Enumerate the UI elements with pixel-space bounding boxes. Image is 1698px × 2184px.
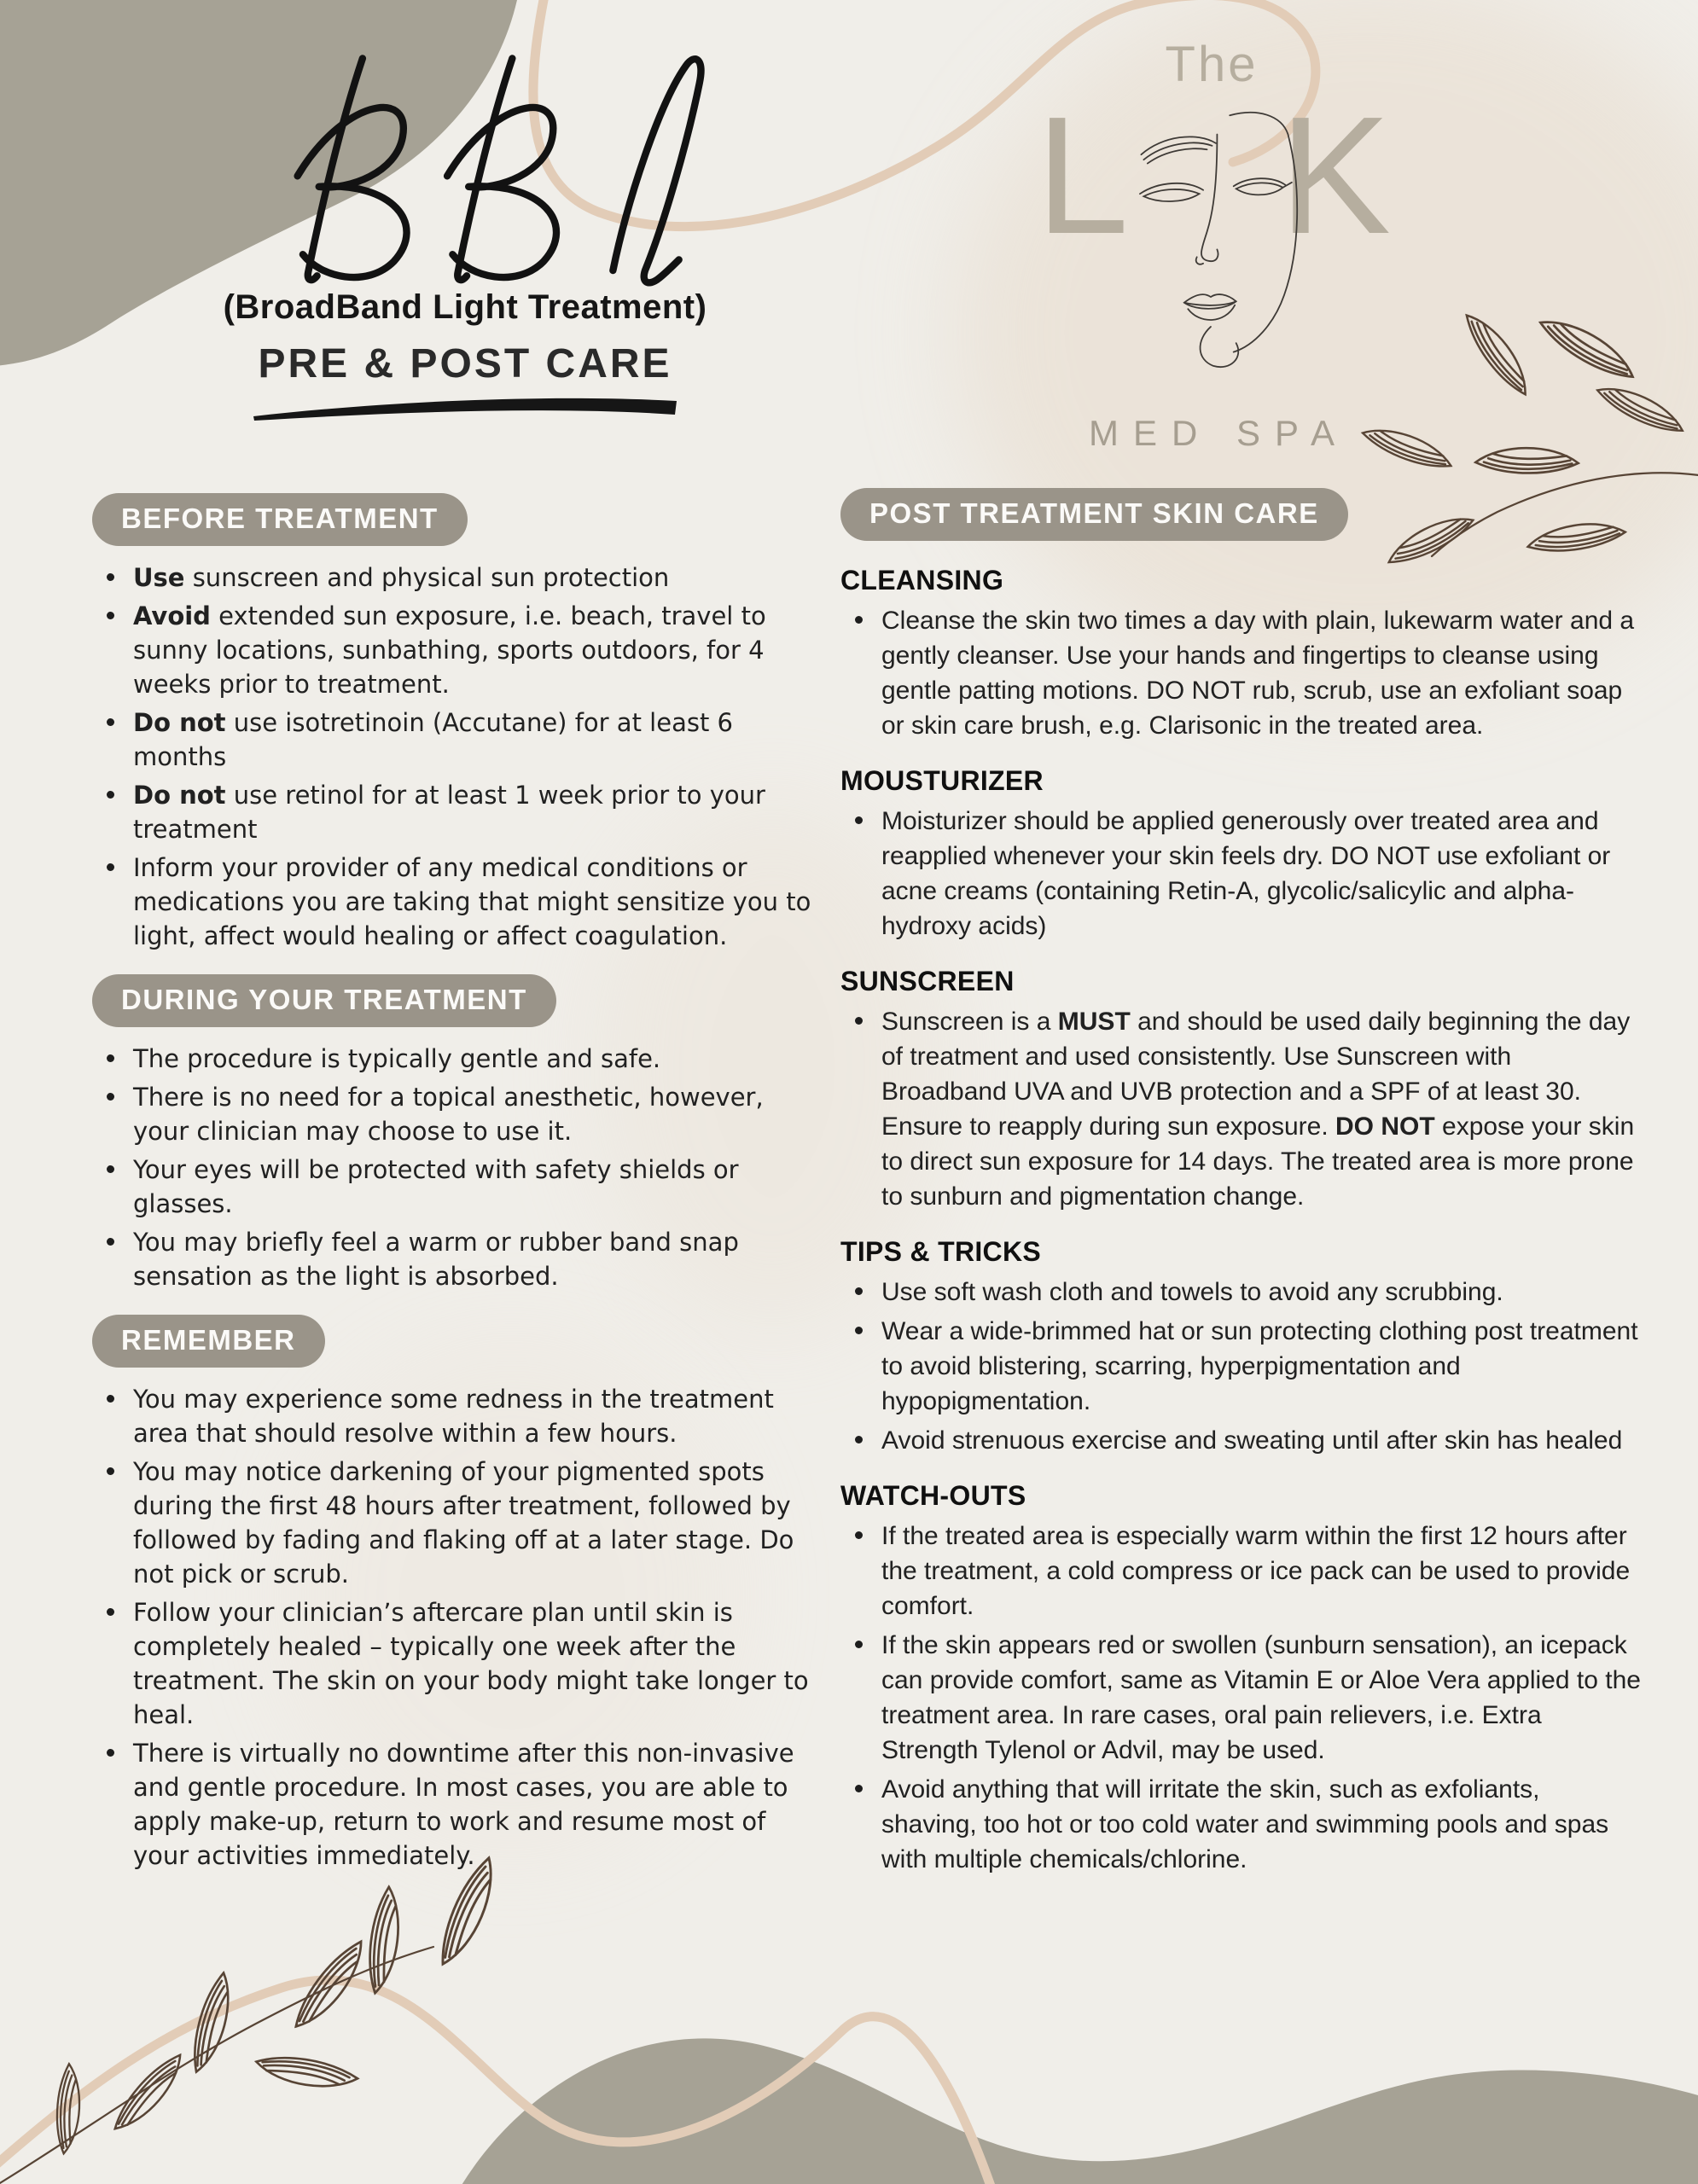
text: If the skin appears red or swollen (sunburn sensation), an icepack can provide comfort, same as Vitamin E or Aloe Vera applied to the treatment area. In rare cases, oral pain relievers, i.e. Extra Strength Tylenol or Advil, may be used. <box>881 1631 1641 1764</box>
bullet-list <box>840 804 1641 944</box>
bullet-list <box>840 1275 1641 1458</box>
group-heading: TIPS & TRICKS <box>840 1236 1042 1267</box>
list-item <box>840 1423 1641 1458</box>
group-heading: SUNSCREEN <box>840 966 1015 996</box>
care-group <box>840 1480 1641 1877</box>
text: expose your skin to direct sun exposure for 14 days. The treated area is more prone to sunburn and pigmentation change. <box>881 1112 1635 1211</box>
bold-text: Do not <box>133 708 226 737</box>
logo-letter-k: K <box>1279 82 1391 269</box>
bold-text: MUST <box>1057 1008 1131 1036</box>
bbl-script-title <box>201 49 730 290</box>
group-heading: MOUSTURIZER <box>840 765 1044 796</box>
group-heading: WATCH-OUTS <box>840 1480 1026 1511</box>
text: The procedure is typically gentle and safe. <box>133 1044 661 1073</box>
logo-letter-l: L <box>1036 82 1130 269</box>
list-item <box>92 1225 819 1293</box>
list-item <box>92 561 819 595</box>
text: Wear a wide-brimmed hat or sun protecting clothing post treatment to avoid blistering, scarring, hyperpigmentation and hypopigmentation. <box>881 1317 1638 1415</box>
care-group <box>840 765 1641 944</box>
text: Sunscreen is a <box>881 1008 1058 1036</box>
logo-word-the: The <box>1165 37 1259 92</box>
text: You may experience some redness in the treatment area that should resolve within a few hours. <box>133 1385 774 1448</box>
bullet-list <box>840 1519 1641 1877</box>
text: Moisturizer should be applied generously over treated area and reapplied whenever your skin feels dry. DO NOT use exfoliant or acne creams (containing Retin-A, glycolic/salicylic and alpha-hydroxy acids) <box>881 807 1611 940</box>
text: There is no need for a topical anesthetic, however, your clinician may choose to use it. <box>133 1083 764 1146</box>
list-item <box>840 1519 1641 1623</box>
face-line-art-icon <box>1089 94 1333 398</box>
list-item <box>92 706 819 774</box>
group-heading: CLEANSING <box>840 565 1004 595</box>
text: There is virtually no downtime after this non-invasive and gentle procedure. In most cases, you are able to apply make-up, return to work and resume most of your activities immediately. <box>133 1739 794 1870</box>
medspa-logo <box>1024 34 1399 529</box>
text: Use soft wash cloth and towels to avoid any scrubbing. <box>881 1278 1503 1306</box>
list-item <box>92 1595 819 1732</box>
page-title: PRE & POST CARE <box>258 341 672 386</box>
list-item <box>840 1772 1641 1877</box>
text: Follow your clinician’s aftercare plan until skin is completely healed – typically one week after the treatment. The skin on your body might take longer to heal. <box>133 1598 809 1729</box>
list-item <box>92 1080 819 1148</box>
list-item <box>840 1004 1641 1214</box>
text: You may notice darkening of your pigmented spots during the first 48 hours after treatment, followed by followed by fading and flaking off at a later stage. Do not pick or scrub. <box>133 1457 794 1589</box>
bullet-list <box>840 1004 1641 1214</box>
logo-word-medspa: MED SPA <box>1089 413 1349 453</box>
bold-text: DO NOT <box>1335 1112 1435 1141</box>
left-column <box>92 493 819 1877</box>
list-item <box>92 1455 819 1591</box>
bullet-list <box>840 603 1641 743</box>
bullet-list <box>92 1382 819 1873</box>
care-group <box>840 1236 1641 1458</box>
bullet-list <box>92 561 819 953</box>
list-item <box>92 1042 819 1076</box>
text: use retinol for at least 1 week prior to your treatment <box>133 781 765 844</box>
text: If the treated area is especially warm within the first 12 hours after the treatment, a cold compress or ice pack can be used to provide comfort. <box>881 1522 1631 1620</box>
section-badge: POST TREATMENT SKIN CARE <box>840 488 1348 541</box>
list-item <box>92 1382 819 1450</box>
text: sunscreen and physical sun protection <box>184 563 670 592</box>
section-badge: DURING YOUR TREATMENT <box>92 974 556 1027</box>
list-item <box>92 1736 819 1873</box>
text: You may briefly feel a warm or rubber band snap sensation as the light is absorbed. <box>133 1228 739 1291</box>
text: use isotretinoin (Accutane) for at least 6 months <box>133 708 733 771</box>
section-badge: BEFORE TREATMENT <box>92 493 468 546</box>
bold-text: Use <box>133 563 185 592</box>
text: Inform your provider of any medical conditions or medications you are taking that might sensitize you to light, affect would healing or affect coagulation. <box>133 853 811 950</box>
list-item <box>840 603 1641 743</box>
section-badge: REMEMBER <box>92 1315 325 1368</box>
right-column <box>840 488 1641 1881</box>
bullet-list <box>92 1042 819 1293</box>
text: extended sun exposure, i.e. beach, travel to sunny locations, sunbathing, sports outdoors, for 4 weeks prior to treatment. <box>133 601 766 699</box>
text: Avoid anything that will irritate the skin, such as exfoliants, shaving, too hot or too cold water and swimming pools and spas with multiple chemicals/chlorine. <box>881 1775 1609 1873</box>
title-block <box>90 49 840 425</box>
bold-text: Avoid <box>133 601 211 630</box>
list-item <box>92 1153 819 1221</box>
list-item <box>840 804 1641 944</box>
text: Your eyes will be protected with safety shields or glasses. <box>133 1155 739 1218</box>
list-item <box>840 1628 1641 1768</box>
text: Cleanse the skin two times a day with plain, lukewarm water and a gently cleanser. Use your hands and fingertips to cleanse using gentle patting motions. DO NOT rub, scrub, use an exfoliant soap or skin care brush, e.g. Clarisonic in the treated area. <box>881 607 1635 740</box>
list-item <box>92 851 819 953</box>
subtitle: (BroadBand Light Treatment) <box>223 288 707 326</box>
text: Avoid strenuous exercise and sweating until after skin has healed <box>881 1426 1623 1455</box>
list-item <box>92 599 819 701</box>
bold-text: Do not <box>133 781 226 810</box>
list-item <box>92 778 819 846</box>
text: and should be used daily beginning the day of treatment and used consistently. Use Sunscreen with Broadband UVA and UVB protection and a SPF of at least 30. Ensure to reapply during sun exposure. <box>881 1008 1631 1141</box>
care-group <box>840 565 1641 743</box>
care-group <box>840 966 1641 1214</box>
list-item <box>840 1275 1641 1310</box>
underline-swoosh <box>252 392 678 425</box>
bottom-wave-band <box>452 2038 1698 2184</box>
list-item <box>840 1314 1641 1419</box>
right-groups <box>840 565 1641 1877</box>
